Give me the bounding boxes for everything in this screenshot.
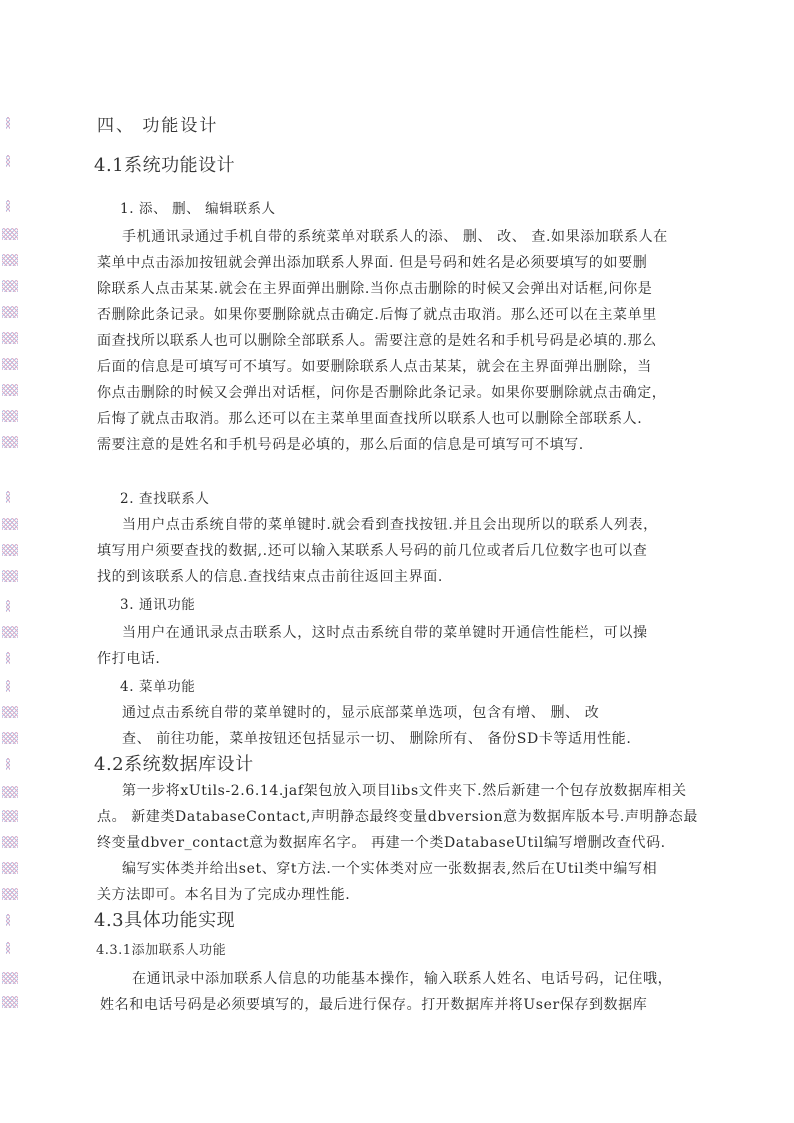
margin-mark [2,280,18,292]
body-line: 通过点击系统自带的菜单键时的，显示底部菜单选项，包含有增、 删、 改 [122,705,600,721]
body-line: 你点击删除的时候又会弹出对话框，问你是否删除此条记录。如果你要删除就点击确定， [97,385,667,401]
body-line: 查、 前往功能，菜单按钮还包括显示一切、 删除所有、 备份SD卡等适用性能. [122,731,632,747]
body-line: 面查找所以联系人也可以删除全部联系人。需要注意的是姓名和手机号码是必填的.那么 [97,333,657,349]
body-line: 终变量dbver_contact意为数据库名字。 再建一个类DatabaseUtil编写增删改查代码. [97,835,666,851]
body-line: 当用户点击系统自带的菜单键时.就会看到查找按钮.并且会出现所以的联系人列表， [122,517,658,533]
margin-mark [2,518,18,530]
margin-mark [2,228,18,240]
margin-mark [2,706,18,718]
body-line: 菜单中点击添加按钮就会弹出添加联系人界面. 但是号码和姓名是必须要填写的如要删 [97,255,648,271]
heading-4-3: 4.3具体功能实现 [94,910,236,931]
margin-mark [2,332,18,344]
body-line: 需要注意的是姓名和手机号码是必填的，那么后面的信息是可填写可不填写. [97,437,584,453]
margin-mark [2,810,18,822]
section-heading: 四、 功能设计 [97,116,219,136]
margin-mark [6,117,10,129]
heading-4-2: 4.2系统数据库设计 [94,754,254,775]
margin-mark [6,155,10,167]
body-line: 点。 新建类DatabaseContact,声明静态最终变量dbversion意为数据库版本号.声明静态最 [97,809,698,825]
body-line: 关方法即可。本名目为了完成办理性能. [97,887,351,903]
item-4-title: 4. 菜单功能 [120,679,196,695]
margin-mark [6,914,10,926]
margin-mark [2,544,18,556]
margin-mark [2,996,18,1008]
margin-mark [6,652,10,664]
body-line: 当用户在通讯录点击联系人，这时点击系统自带的菜单键时开通信性能栏，可以操 [122,625,648,641]
margin-mark [2,786,18,798]
margin-mark [6,491,10,503]
body-line: 作打电话. [97,651,161,667]
margin-mark [2,306,18,318]
body-line: 后悔了就点击取消。那么还可以在主菜单里面查找所以联系人也可以删除全部联系人. [97,411,643,427]
body-line: 否删除此条记录。如果你要删除就点击确定.后悔了就点击取消。那么还可以在主菜单里 [97,307,657,323]
margin-mark [6,758,10,770]
body-line: 后面的信息是可填写可不填写。如要删除联系人点击某某，就会在主界面弹出删除，当 [97,359,652,375]
margin-mark [6,200,10,212]
item-1-title: 1. 添、 删、 编辑联系人 [120,201,276,217]
margin-mark [6,942,10,954]
item-2-title: 2. 查找联系人 [120,491,210,507]
margin-mark [2,972,18,984]
margin-mark [2,570,18,582]
margin-mark [6,680,10,692]
item-3-title: 3. 通讯功能 [120,597,196,613]
margin-mark [2,888,18,900]
margin-mark [2,862,18,874]
margin-mark [2,384,18,396]
margin-mark [2,410,18,422]
body-line: 姓名和电话号码是必须要填写的，最后进行保存。打开数据库并将User保存到数据库 [100,997,648,1013]
margin-mark [2,626,18,638]
heading-4-3-1: 4.3.1添加联系人功能 [96,943,227,958]
body-line: 第一步将xUtils-2.6.14.jaf架包放入项目libs文件夹下.然后新建一个包存放数据库相关 [122,783,687,799]
margin-mark [2,254,18,266]
body-line: 填写用户须要查找的数据,.还可以输入某联系人号码的前几位或者后几位数字也可以查 [97,543,648,559]
body-line: 在通讯录中添加联系人信息的功能基本操作，输入联系人姓名、电话号码，记住哦， [132,971,673,987]
margin-mark [2,732,18,744]
body-line: 编写实体类并给出set、穿t方法.一个实体类对应一张数据表,然后在Util类中编写相 [122,861,658,877]
margin-mark [2,436,18,448]
body-line: 手机通讯录通过手机自带的系统菜单对联系人的添、 删、 改、 查.如果添加联系人在 [122,229,668,245]
margin-mark [2,358,18,370]
margin-mark [6,600,10,612]
heading-4-1: 4.1系统功能设计 [94,155,236,176]
margin-mark [2,836,18,848]
body-line: 找的到该联系人的信息.查找结束点击前往返回主界面. [97,569,443,585]
body-line: 除联系人点击某某.就会在主界面弹出删除.当你点击删除的时候又会弹出对话框,问你是 [97,281,653,297]
